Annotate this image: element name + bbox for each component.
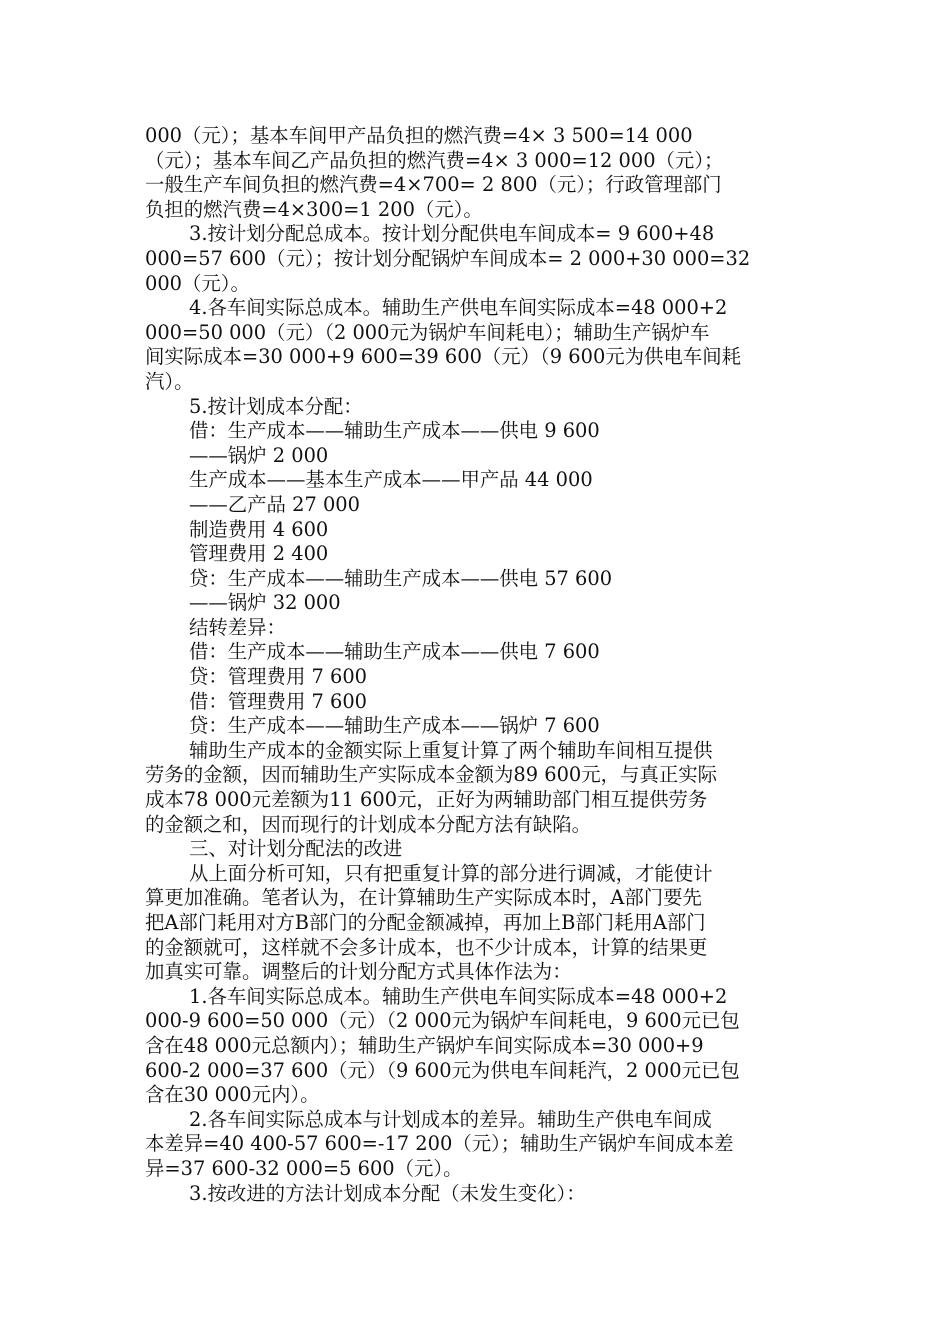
- text-line: 管理费用 2 400: [189, 542, 329, 566]
- text-line: 000=50 000（元）（2 000元为锅炉车间耗电）；辅助生产锅炉车: [145, 320, 710, 344]
- text-line: 成本78 000元差额为11 600元，正好为两辅助部门相互提供劳务: [145, 788, 708, 812]
- text-line: 生产成本——基本生产成本——甲产品 44 000: [189, 468, 593, 492]
- text-line: 一般生产车间负担的燃汽费=4×700= 2 800（元）；行政管理部门: [145, 173, 722, 197]
- text-line: 3.按改进的方法计划成本分配（未发生变化）：: [189, 1181, 586, 1205]
- text-line: 2.各车间实际总成本与计划成本的差异。辅助生产供电车间成: [189, 1107, 712, 1131]
- text-line: 含在30 000元内）。: [145, 1083, 320, 1107]
- text-line: 算更加准确。笔者认为，在计算辅助生产实际成本时，A部门要先: [145, 886, 702, 910]
- text-line: （元）；基本车间乙产品负担的燃汽费=4× 3 000=12 000（元）；: [145, 148, 724, 172]
- text-line: 把A部门耗用对方B部门的分配金额减掉，再加上B部门耗用A部门: [145, 911, 706, 934]
- text-line: 汽）。: [145, 369, 194, 393]
- body-text: [145, 124, 811, 1206]
- text-line: 本差异=40 400-57 600=-17 200（元）；辅助生产锅炉车间成本差: [145, 1132, 734, 1156]
- text-line: 辅助生产成本的金额实际上重复计算了两个辅助车间相互提供: [189, 738, 713, 762]
- text-line: 000（元）。: [145, 271, 250, 295]
- text-line: 的金额就可，这样就不会多计成本，也不少计成本，计算的结果更: [145, 935, 708, 959]
- text-line: 借：生产成本——辅助生产成本——供电 9 600: [189, 419, 600, 443]
- text-line: 负担的燃汽费=4×300=1 200（元）。: [145, 197, 483, 221]
- text-line: 4.各车间实际总成本。辅助生产供电车间实际成本=48 000+2: [189, 296, 728, 320]
- text-line: 异=37 600-32 000=5 600（元）。: [145, 1156, 463, 1180]
- text-line: 间实际成本=30 000+9 600=39 600（元）（9 600元为供电车间耗: [145, 345, 742, 369]
- text-line: 贷：管理费用 7 600: [189, 665, 368, 689]
- text-line: ——锅炉 2 000: [189, 443, 329, 467]
- text-line: 借：生产成本——辅助生产成本——供电 7 600: [189, 640, 600, 664]
- text-line: 劳务的金额，因而辅助生产实际成本金额为89 600元，与真正实际: [145, 763, 718, 787]
- text-line: 000-9 600=50 000（元）（2 000元为锅炉车间耗电，9 600元已包: [145, 1009, 740, 1033]
- text-line: ——锅炉 32 000: [189, 591, 341, 615]
- text-line: 借：管理费用 7 600: [189, 689, 368, 713]
- text-line: 结转差异：: [189, 615, 286, 639]
- text-line: 制造费用 4 600: [189, 517, 329, 541]
- text-line: 000=57 600（元）；按计划分配锅炉车间成本= 2 000+30 000=32: [145, 246, 751, 270]
- text-line: 从上面分析可知，只有把重复计算的部分进行调减，才能使计: [189, 861, 713, 885]
- text-line: 000（元）；基本车间甲产品负担的燃汽费=4× 3 500=14 000: [145, 124, 693, 147]
- text-line: 3.按计划分配总成本。按计划分配供电车间成本= 9 600+48: [189, 222, 715, 246]
- text-line: 1.各车间实际总成本。辅助生产供电车间实际成本=48 000+2: [189, 984, 728, 1008]
- text-line: 加真实可靠。调整后的计划分配方式具体作法为：: [145, 960, 572, 984]
- text-line: ——乙产品 27 000: [189, 492, 360, 516]
- text-line: 5.按计划成本分配：: [189, 394, 363, 418]
- text-line: 含在48 000元总额内）；辅助生产锅炉车间实际成本=30 000+9: [145, 1033, 704, 1057]
- text-line: 三、对计划分配法的改进: [189, 837, 403, 861]
- text-line: 的金额之和，因而现行的计划成本分配方法有缺陷。: [145, 812, 591, 836]
- text-line: 600-2 000=37 600（元）（9 600元为供电车间耗汽，2 000元已包: [145, 1058, 740, 1082]
- text-line: 贷：生产成本——辅助生产成本——锅炉 7 600: [189, 714, 600, 738]
- text-line: 贷：生产成本——辅助生产成本——供电 57 600: [189, 566, 613, 590]
